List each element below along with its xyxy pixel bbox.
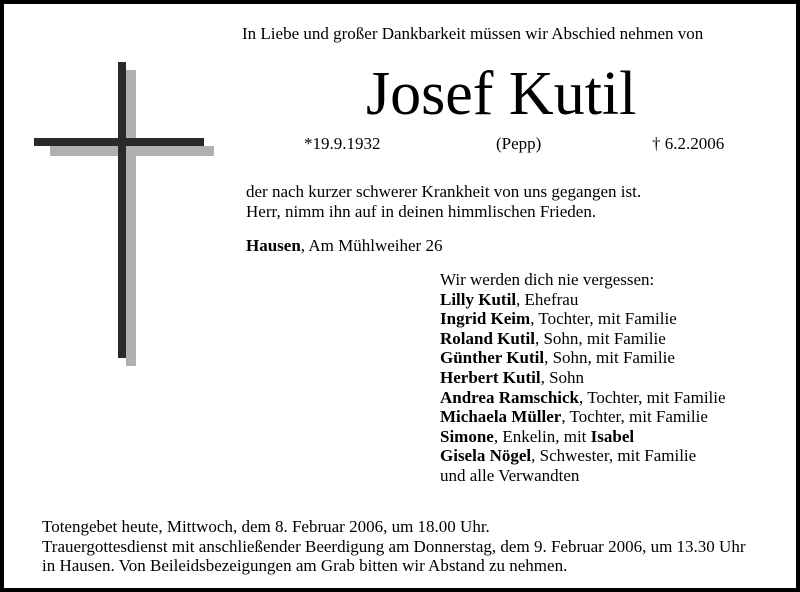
- family-member: [440, 368, 726, 388]
- footer-line-3: in Hausen. Von Beileidsbezeigungen am Grab bitten wir Abstand zu nehmen.: [42, 556, 568, 575]
- family-member: [440, 388, 726, 408]
- member-relation: , Tochter, mit Familie: [579, 387, 726, 407]
- member-extra: Isabel: [590, 426, 635, 446]
- cross-icon: [4, 4, 234, 374]
- nickname: (Pepp): [496, 134, 542, 153]
- member-relation: , Ehefrau: [516, 289, 579, 309]
- family-intro: Wir werden dich nie vergessen:: [440, 270, 655, 289]
- deceased-name: Josef Kutil: [366, 60, 637, 128]
- member-name: Simone: [440, 426, 494, 446]
- address-town: Hausen: [246, 236, 301, 255]
- footer-line-1: Totengebet heute, Mittwoch, dem 8. Februar 2006, um 18.00 Uhr.: [42, 517, 490, 536]
- member-relation: , Schwester, mit Familie: [531, 446, 697, 466]
- member-relation: , Sohn: [540, 367, 585, 387]
- member-relation: , Enkelin, mit: [493, 426, 591, 446]
- birth-date: *19.9.1932: [304, 134, 381, 153]
- text-line-2: Herr, nimm ihn auf in deinen himmlischen Frieden.: [246, 202, 597, 221]
- member-name: Roland Kutil: [440, 328, 535, 348]
- family-list: [440, 270, 726, 486]
- family-member: [440, 329, 726, 349]
- address-street: , Am Mühlweiher 26: [300, 236, 443, 255]
- family-closing: und alle Verwandten: [440, 465, 580, 485]
- member-name: Gisela Nögel: [440, 446, 532, 466]
- family-member: [440, 290, 726, 310]
- member-relation: , Tochter, mit Familie: [530, 309, 677, 329]
- death-date: † 6.2.2006: [652, 134, 725, 153]
- address: [246, 236, 442, 256]
- text-line-1: der nach kurzer schwerer Krankheit von uns gegangen ist.: [246, 182, 642, 201]
- member-relation: , Sohn, mit Familie: [544, 348, 675, 368]
- member-name: Andrea Ramschick: [440, 387, 579, 407]
- service-info: [42, 517, 745, 576]
- intro-line: In Liebe und großer Dankbarkeit müssen wir Abschied nehmen von: [242, 24, 704, 43]
- member-name: Herbert Kutil: [440, 367, 541, 387]
- family-member: [440, 427, 726, 447]
- family-member: [440, 407, 726, 427]
- member-relation: , Sohn, mit Familie: [534, 328, 666, 348]
- member-name: Lilly Kutil: [440, 289, 517, 309]
- member-relation: , Tochter, mit Familie: [561, 407, 708, 427]
- member-name: Günther Kutil: [440, 348, 545, 368]
- family-member: [440, 348, 726, 368]
- member-name: Michaela Müller: [440, 407, 562, 427]
- family-member: [440, 309, 726, 329]
- footer-line-2: Trauergottesdienst mit anschließender Beerdigung am Donnerstag, dem 9. Februar 2006, um 13.30 Uhr: [42, 536, 746, 556]
- family-member: [440, 446, 726, 466]
- member-name: Ingrid Keim: [440, 309, 531, 329]
